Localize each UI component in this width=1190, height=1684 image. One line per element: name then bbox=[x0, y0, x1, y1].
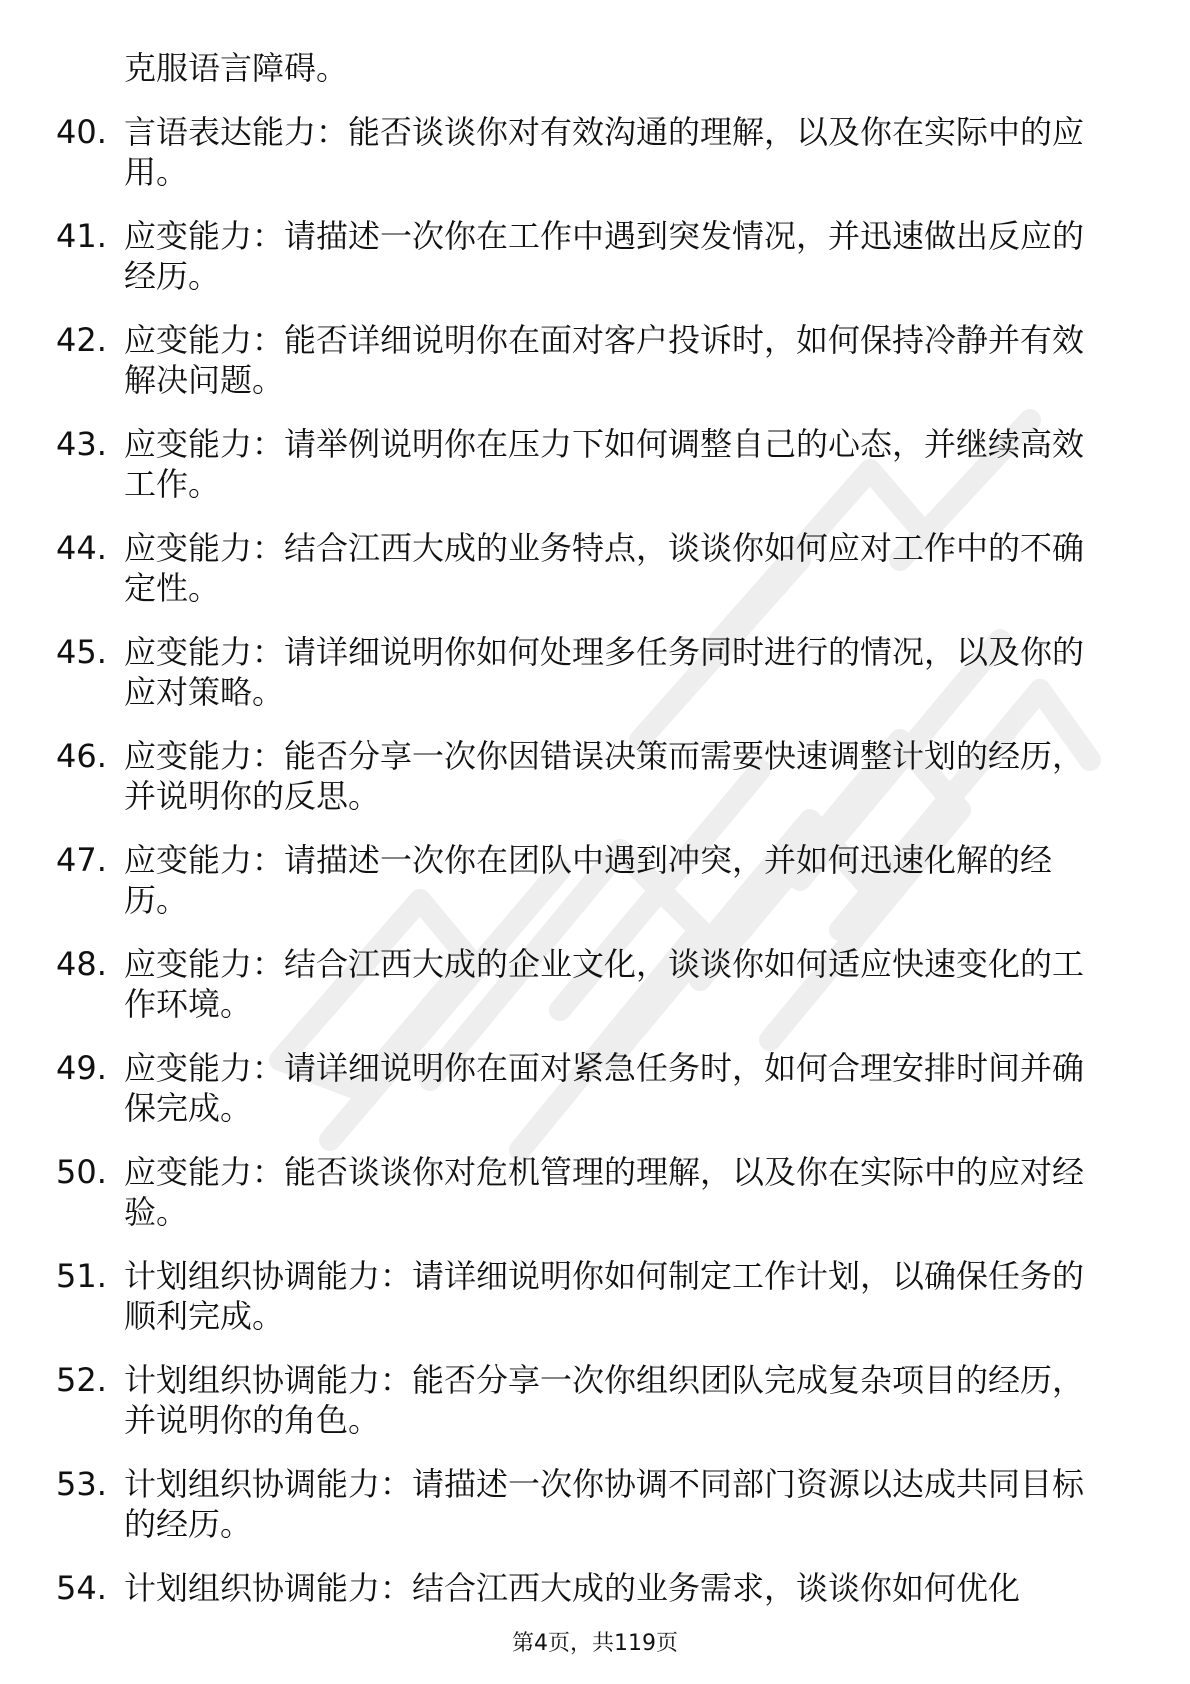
list-item bbox=[0, 1048, 1190, 1152]
item-number: 48. bbox=[56, 945, 107, 983]
list-item bbox=[0, 320, 1190, 424]
item-number: 45. bbox=[56, 633, 107, 671]
item-text: 应变能力：能否谈谈你对危机管理的理解，以及你在实际中的应对经验。 bbox=[124, 1153, 1085, 1231]
list-item bbox=[0, 944, 1190, 1048]
item-number: 46. bbox=[56, 737, 107, 775]
list-item bbox=[0, 1360, 1190, 1464]
list-item bbox=[0, 424, 1190, 528]
list-item bbox=[0, 112, 1190, 216]
item-text: 应变能力：能否分享一次你因错误决策而需要快速调整计划的经历，并说明你的反思。 bbox=[124, 737, 1085, 815]
item-text: 言语表达能力：能否谈谈你对有效沟通的理解，以及你在实际中的应用。 bbox=[124, 113, 1085, 191]
list-item bbox=[0, 216, 1190, 320]
item-number: 53. bbox=[56, 1465, 107, 1503]
item-number: 49. bbox=[56, 1049, 107, 1087]
list-item bbox=[0, 1464, 1190, 1568]
item-text: 应变能力：能否详细说明你在面对客户投诉时，如何保持冷静并有效解决问题。 bbox=[124, 321, 1085, 399]
item-text: 应变能力：请描述一次你在工作中遇到突发情况，并迅速做出反应的经历。 bbox=[124, 217, 1085, 295]
list-item bbox=[0, 840, 1190, 944]
item-number: 51. bbox=[56, 1257, 107, 1295]
item-text: 应变能力：请详细说明你在面对紧急任务时，如何合理安排时间并确保完成。 bbox=[124, 1049, 1085, 1127]
item-text: 应变能力：结合江西大成的企业文化，谈谈你如何适应快速变化的工作环境。 bbox=[124, 945, 1085, 1023]
item-text: 应变能力：请描述一次你在团队中遇到冲突，并如何迅速化解的经历。 bbox=[124, 841, 1053, 919]
item-number: 52. bbox=[56, 1361, 107, 1399]
item-text: 计划组织协调能力：请描述一次你协调不同部门资源以达成共同目标的经历。 bbox=[124, 1465, 1085, 1543]
item-text: 计划组织协调能力：结合江西大成的业务需求，谈谈你如何优化 bbox=[124, 1569, 1021, 1607]
item-text: 应变能力：结合江西大成的业务特点，谈谈你如何应对工作中的不确定性。 bbox=[124, 529, 1085, 607]
question-list bbox=[0, 112, 1190, 1672]
item-number: 44. bbox=[56, 529, 107, 567]
list-item bbox=[0, 1152, 1190, 1256]
list-item bbox=[0, 528, 1190, 632]
list-item bbox=[0, 632, 1190, 736]
item-text: 应变能力：请举例说明你在压力下如何调整自己的心态，并继续高效工作。 bbox=[124, 425, 1085, 503]
continued-text: 克服语言障碍。 bbox=[124, 49, 349, 87]
item-text: 计划组织协调能力：能否分享一次你组织团队完成复杂项目的经历，并说明你的角色。 bbox=[124, 1361, 1085, 1439]
item-number: 47. bbox=[56, 841, 107, 879]
item-text: 应变能力：请详细说明你如何处理多任务同时进行的情况，以及你的应对策略。 bbox=[124, 633, 1085, 711]
item-number: 54. bbox=[56, 1569, 107, 1607]
page-footer: 第4页，共119页 bbox=[512, 1631, 678, 1656]
item-number: 50. bbox=[56, 1153, 107, 1191]
item-number: 42. bbox=[56, 321, 107, 359]
list-item bbox=[0, 736, 1190, 840]
item-number: 40. bbox=[56, 113, 107, 151]
item-number: 43. bbox=[56, 425, 107, 463]
item-text: 计划组织协调能力：请详细说明你如何制定工作计划，以确保任务的顺利完成。 bbox=[124, 1257, 1085, 1335]
list-item bbox=[0, 1256, 1190, 1360]
item-number: 41. bbox=[56, 217, 107, 255]
